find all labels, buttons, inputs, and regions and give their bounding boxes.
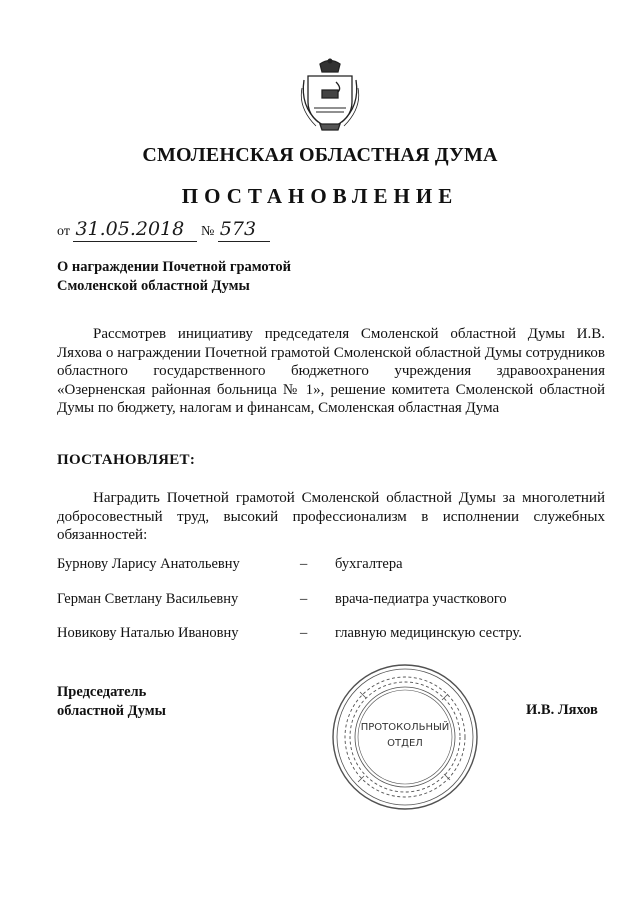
coat-of-arms-icon: [298, 58, 362, 134]
document-subject: [57, 258, 291, 296]
subject-line-1: О награждении Почетной грамотой: [57, 259, 292, 275]
awardee-row: [57, 556, 617, 576]
document-date: 31.05.2018: [75, 218, 185, 240]
awardee-position: врача-педиатра участкового: [335, 591, 507, 607]
awardee-row: [57, 625, 617, 645]
signatory-title-line-2: областной Думы: [57, 702, 166, 719]
subject-line-2: Смоленской областной Думы: [57, 278, 250, 294]
awardee-position: бухгалтера: [335, 556, 403, 572]
document-number-line: [57, 220, 270, 242]
organization-title: СМОЛЕНСКАЯ ОБЛАСТНАЯ ДУМА: [142, 144, 498, 166]
signatory-title-line-1: Председатель: [57, 684, 147, 700]
preamble-paragraph: Рассмотрев инициативу председателя Смоленской областной Думы И.В. Ляхова о награждении Почетной грамотой Смоленской областной Думы сотрудников областного государственного бюджетного учреждения здравоохранения «Озерненская районная больница № 1», решение комитета Смоленской областной Думы по бюджету, налогам и финансам, Смоленская областная Дума: [57, 326, 605, 416]
round-seal-icon: [330, 662, 480, 812]
stamp-center-line-1: ПРОТОКОЛЬНЫЙ: [360, 722, 450, 733]
number-prefix: №: [200, 224, 215, 239]
awardee-dash: –: [300, 625, 308, 641]
awardee-dash: –: [300, 591, 308, 607]
signatory-title: [57, 683, 166, 720]
stamp-center-line-2: ОТДЕЛ: [387, 738, 423, 749]
awardee-name: Герман Светлану Васильевну: [57, 591, 239, 607]
document-type-title: ПОСТАНОВЛЕНИЕ: [181, 184, 459, 208]
resolves-heading: ПОСТАНОВЛЯЕТ:: [57, 452, 196, 468]
awardee-name: Бурнову Ларису Анатольевну: [57, 556, 240, 572]
awardee-row: [57, 591, 617, 611]
awardee-dash: –: [300, 556, 308, 572]
signatory-name: И.В. Ляхов: [526, 702, 598, 718]
awardee-position: главную медицинскую сестру.: [335, 625, 522, 641]
document-number: 573: [219, 218, 257, 240]
awardee-name: Новикову Наталью Ивановну: [57, 625, 239, 641]
decision-paragraph: Наградить Почетной грамотой Смоленской областной Думы за многолетний добросовестный труд, высокий профессионализм в исполнении служебных обязанностей:: [57, 490, 605, 543]
date-prefix: от: [57, 224, 70, 239]
